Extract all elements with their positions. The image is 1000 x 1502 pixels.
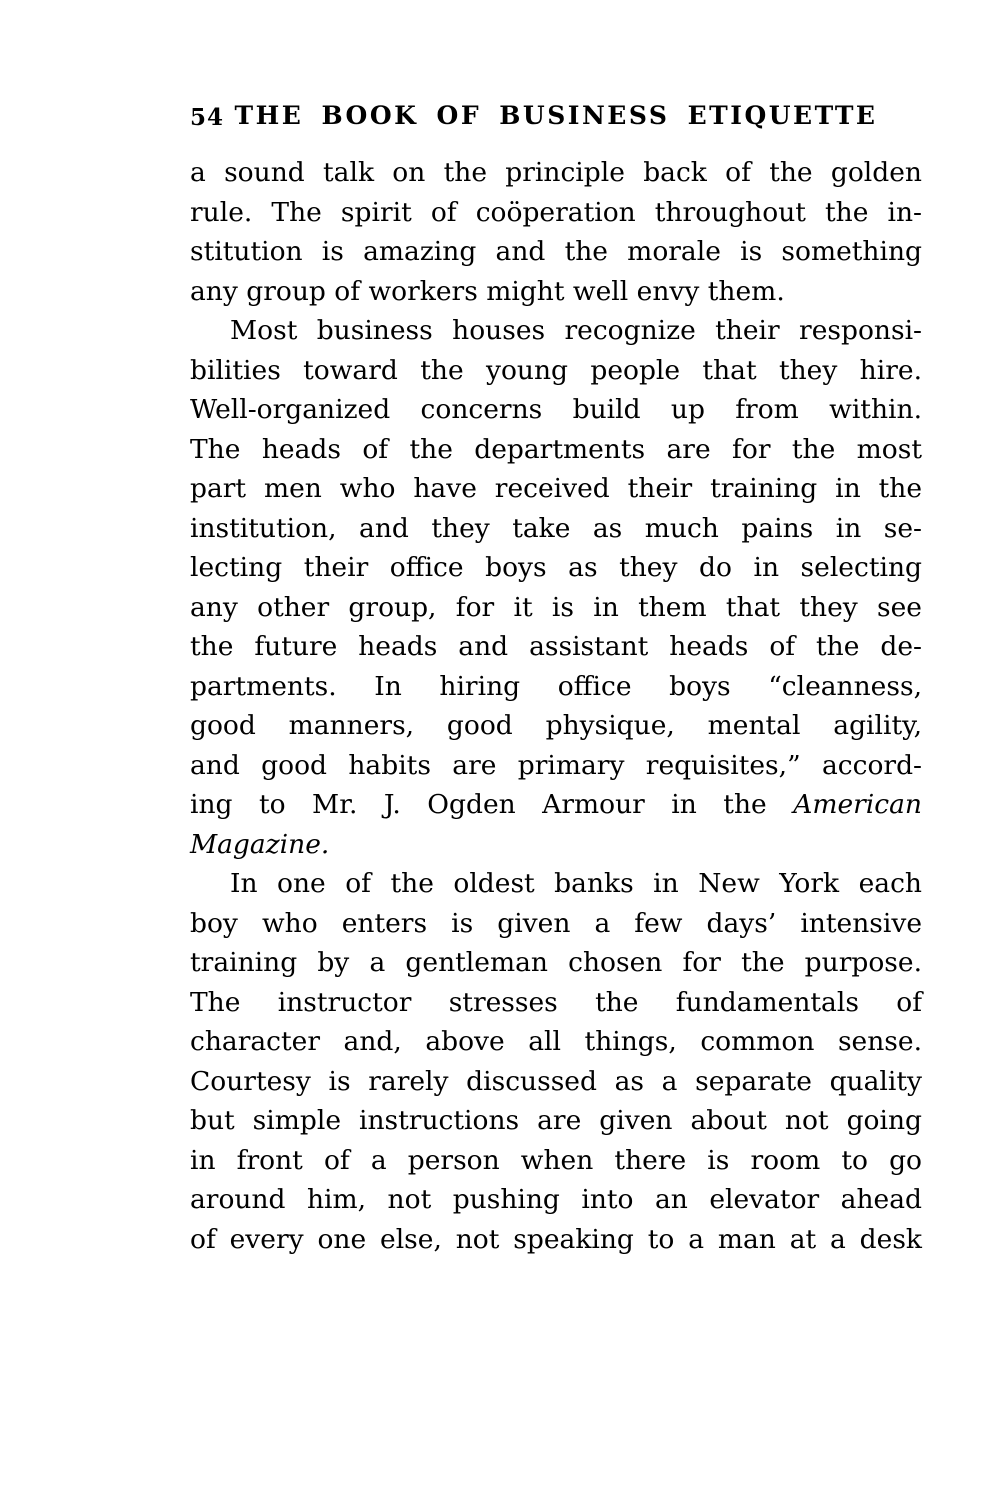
text-line [190,272,922,312]
text-line [190,1101,922,1141]
text-segment: Courtesy is rarely discussed as a separate quality [190,1065,922,1097]
text-line [190,1180,922,1220]
text-segment: The heads of the departments are for the most [190,433,922,465]
page-body [190,153,922,1259]
text-line [190,469,922,509]
text-segment: institution, and they take as much pains in se- [190,512,922,544]
text-segment: boy who enters is given a few days’ intensive [190,907,922,939]
text-line [190,509,922,549]
text-line [190,667,922,707]
text-line [190,390,922,430]
text-line [190,1062,922,1102]
text-segment: around him, not pushing into an elevator ahead [190,1184,922,1215]
italic-text-segment: Magazine. [190,828,330,860]
text-line [190,983,922,1023]
text-segment: good manners, good physique, mental agility, [190,710,922,741]
text-segment: any other group, for it is in them that they see [190,591,922,623]
text-line [190,746,922,786]
text-line [190,1220,922,1260]
text-line [190,943,922,983]
text-segment: partments. In hiring office boys “cleanness, [190,670,922,702]
text-line [190,351,922,391]
text-segment: bilities toward the young people that they hire. [190,354,922,386]
text-segment: ing to Mr. J. Ogden Armour in the [190,789,794,820]
running-header [190,101,922,133]
text-segment: rule. The spirit of coöperation throughout the in- [190,196,922,228]
text-segment: any group of workers might well envy them. [190,275,785,307]
running-head-title: THE BOOK OF BUSINESS ETIQUETTE [234,101,878,130]
text-line [190,1022,922,1062]
text-line [190,1141,922,1181]
text-segment: of every one else, not speaking to a man at a desk [190,1223,922,1255]
text-line [190,627,922,667]
text-line [190,588,922,628]
text-line [190,430,922,470]
text-line [190,825,922,865]
text-line [190,193,922,233]
text-segment: Most business houses recognize their responsi- [230,315,922,346]
text-segment: character and, above all things, common sense. [190,1026,922,1057]
text-line [190,153,922,193]
page-number: 54 [190,104,225,131]
text-segment: In one of the oldest banks in New York each [230,868,922,899]
text-segment: a sound talk on the principle back of the golden [190,157,922,188]
text-segment: training by a gentleman chosen for the purpose. [190,947,922,978]
text-line [190,706,922,746]
text-segment: part men who have received their training in the [190,473,922,504]
text-segment: and good habits are primary requisites,” accord- [190,749,922,781]
text-line [190,785,922,825]
text-segment: but simple instructions are given about not going [190,1105,922,1136]
text-segment: The instructor stresses the fundamentals of [190,986,922,1018]
text-line [190,864,922,904]
text-line [190,548,922,588]
text-segment: in front of a person when there is room to go [190,1144,922,1176]
italic-text-segment: American [793,789,922,820]
text-segment: stitution is amazing and the morale is something [190,236,922,267]
text-segment: Well-organized concerns build up from within. [190,394,922,425]
text-segment: the future heads and assistant heads of the de- [190,631,922,662]
text-segment: lecting their office boys as they do in selecting [190,552,922,583]
text-line [190,904,922,944]
text-line [190,232,922,272]
text-line [190,311,922,351]
